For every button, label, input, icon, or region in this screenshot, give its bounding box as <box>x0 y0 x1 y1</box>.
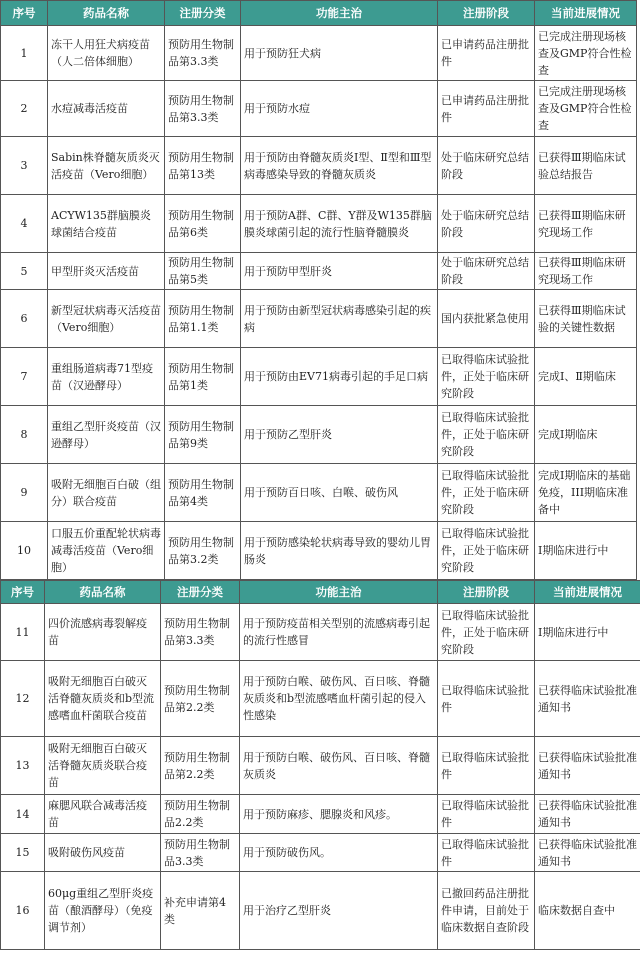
table-row <box>1 795 640 834</box>
header-function: 功能主治 <box>241 1 438 26</box>
cell-progress: 已获得Ⅲ期临床试验的关键性数据 <box>535 290 637 348</box>
cell-no: 6 <box>1 290 48 348</box>
cell-progress: 已获得Ⅲ期临床试验总结报告 <box>535 137 637 195</box>
cell-function: 用于治疗乙型肝炎 <box>240 872 438 950</box>
table-row <box>1 137 637 195</box>
cell-progress: 临床数据自查中 <box>535 872 640 950</box>
cell-name: 四价流感病毒裂解疫苗 <box>45 604 161 661</box>
table-row <box>1 834 640 872</box>
cell-name: 甲型肝炎灭活疫苗 <box>48 253 165 290</box>
cell-category: 预防用生物制品第3.3类 <box>165 26 241 81</box>
header-name: 药品名称 <box>48 1 165 26</box>
cell-no: 15 <box>1 834 45 872</box>
cell-name: 吸附无细胞百白破（组分）联合疫苗 <box>48 464 165 522</box>
cell-progress: 已获得Ⅲ期临床研究现场工作 <box>535 195 637 253</box>
cell-category: 预防用生物制品第3.3类 <box>165 81 241 137</box>
table-row <box>1 464 637 522</box>
table-row <box>1 522 637 580</box>
cell-name: 冻干人用狂犬病疫苗（人二倍体细胞） <box>48 26 165 81</box>
header-stage: 注册阶段 <box>438 581 535 604</box>
header-no: 序号 <box>1 1 48 26</box>
cell-category: 预防用生物制品第3.3类 <box>161 604 240 661</box>
cell-category: 预防用生物制品第1.1类 <box>165 290 241 348</box>
cell-name: 吸附破伤风疫苗 <box>45 834 161 872</box>
table-row <box>1 81 637 137</box>
cell-progress: 完成Ⅰ期临床 <box>535 406 637 464</box>
cell-no: 1 <box>1 26 48 81</box>
cell-progress: Ⅰ期临床进行中 <box>535 604 640 661</box>
table-header-row <box>1 581 640 604</box>
cell-function: 用于预防乙型肝炎 <box>241 406 438 464</box>
cell-stage: 已取得临床试验批件，正处于临床研究阶段 <box>438 522 535 580</box>
cell-function: 用于预防感染轮状病毒导致的婴幼儿胃肠炎 <box>241 522 438 580</box>
cell-no: 2 <box>1 81 48 137</box>
cell-category: 补充申请第4类 <box>161 872 240 950</box>
cell-no: 10 <box>1 522 48 580</box>
header-no: 序号 <box>1 581 45 604</box>
table-row <box>1 290 637 348</box>
cell-category: 预防用生物制品3.3类 <box>161 834 240 872</box>
cell-no: 5 <box>1 253 48 290</box>
cell-name: Sabin株脊髓灰质炎灭活疫苗（Vero细胞） <box>48 137 165 195</box>
cell-stage: 处于临床研究总结阶段 <box>438 137 535 195</box>
cell-progress: 已获得临床试验批准通知书 <box>535 737 640 795</box>
cell-category: 预防用生物制品第9类 <box>165 406 241 464</box>
cell-progress: 已完成注册现场核查及GMP符合性检查 <box>535 26 637 81</box>
cell-stage: 已取得临床试验批件，正处于临床研究阶段 <box>438 348 535 406</box>
header-progress: 当前进展情况 <box>535 1 637 26</box>
table-row <box>1 737 640 795</box>
cell-progress: 完成Ⅰ期临床的基础免疫，III期临床准备中 <box>535 464 637 522</box>
table-row <box>1 26 637 81</box>
vaccine-table-2 <box>0 580 640 950</box>
cell-category: 预防用生物制品第6类 <box>165 195 241 253</box>
cell-progress: Ⅰ期临床进行中 <box>535 522 637 580</box>
cell-function: 用于预防麻疹、腮腺炎和风疹。 <box>240 795 438 834</box>
cell-name: 新型冠状病毒灭活疫苗（Vero细胞） <box>48 290 165 348</box>
table-row <box>1 253 637 290</box>
cell-function: 用于预防白喉、破伤风、百日咳、脊髓灰质炎 <box>240 737 438 795</box>
cell-name: 60μg重组乙型肝炎疫苗（酿酒酵母）（免疫调节剂） <box>45 872 161 950</box>
cell-function: 用于预防由脊髓灰质炎Ⅰ型、Ⅱ型和Ⅲ型病毒感染导致的脊髓灰质炎 <box>241 137 438 195</box>
cell-progress: 已获得Ⅲ期临床研究现场工作 <box>535 253 637 290</box>
header-category: 注册分类 <box>165 1 241 26</box>
cell-no: 13 <box>1 737 45 795</box>
table-row <box>1 661 640 737</box>
cell-stage: 已取得临床试验批件，正处于临床研究阶段 <box>438 604 535 661</box>
cell-name: ACYW135群脑膜炎球菌结合疫苗 <box>48 195 165 253</box>
cell-progress: 已完成注册现场核查及GMP符合性检查 <box>535 81 637 137</box>
cell-category: 预防用生物制品第1类 <box>165 348 241 406</box>
cell-stage: 已申请药品注册批件 <box>438 81 535 137</box>
cell-name: 口服五价重配轮状病毒减毒活疫苗（Vero细胞） <box>48 522 165 580</box>
cell-category: 预防用生物制品第2.2类 <box>161 661 240 737</box>
cell-stage: 已取得临床试验批件 <box>438 834 535 872</box>
header-name: 药品名称 <box>45 581 161 604</box>
cell-function: 用于预防由新型冠状病毒感染引起的疾病 <box>241 290 438 348</box>
cell-stage: 已撤回药品注册批件申请，目前处于临床数据自查阶段 <box>438 872 535 950</box>
cell-no: 7 <box>1 348 48 406</box>
cell-name: 重组肠道病毒71型疫苗（汉逊酵母） <box>48 348 165 406</box>
table-row <box>1 872 640 950</box>
cell-name: 水痘减毒活疫苗 <box>48 81 165 137</box>
cell-category: 预防用生物制品2.2类 <box>161 795 240 834</box>
cell-no: 8 <box>1 406 48 464</box>
cell-stage: 已申请药品注册批件 <box>438 26 535 81</box>
cell-stage: 已取得临床试验批件 <box>438 795 535 834</box>
cell-category: 预防用生物制品第5类 <box>165 253 241 290</box>
cell-function: 用于预防水痘 <box>241 81 438 137</box>
table-header-row <box>1 1 637 26</box>
cell-no: 16 <box>1 872 45 950</box>
cell-stage: 已取得临床试验批件，正处于临床研究阶段 <box>438 406 535 464</box>
cell-function: 用于预防破伤风。 <box>240 834 438 872</box>
cell-category: 预防用生物制品第13类 <box>165 137 241 195</box>
cell-no: 3 <box>1 137 48 195</box>
cell-no: 9 <box>1 464 48 522</box>
cell-function: 用于预防A群、C群、Y群及W135群脑膜炎球菌引起的流行性脑脊髓膜炎 <box>241 195 438 253</box>
cell-function: 用于预防狂犬病 <box>241 26 438 81</box>
cell-progress: 已获得临床试验批准通知书 <box>535 834 640 872</box>
cell-progress: 已获得临床试验批准通知书 <box>535 661 640 737</box>
cell-no: 14 <box>1 795 45 834</box>
header-category: 注册分类 <box>161 581 240 604</box>
cell-name: 麻腮风联合减毒活疫苗 <box>45 795 161 834</box>
cell-stage: 已取得临床试验批件，正处于临床研究阶段 <box>438 464 535 522</box>
cell-name: 吸附无细胞百白破灭活脊髓灰质炎联合疫苗 <box>45 737 161 795</box>
cell-no: 11 <box>1 604 45 661</box>
table-row <box>1 195 637 253</box>
cell-category: 预防用生物制品第4类 <box>165 464 241 522</box>
cell-stage: 国内获批紧急使用 <box>438 290 535 348</box>
cell-progress: 完成Ⅰ、Ⅱ期临床 <box>535 348 637 406</box>
cell-function: 用于预防白喉、破伤风、百日咳、脊髓灰质炎和b型流感嗜血杆菌引起的侵入性感染 <box>240 661 438 737</box>
cell-function: 用于预防由EV71病毒引起的手足口病 <box>241 348 438 406</box>
cell-stage: 已取得临床试验批件 <box>438 661 535 737</box>
table-row <box>1 406 637 464</box>
cell-stage: 已取得临床试验批件 <box>438 737 535 795</box>
cell-stage: 处于临床研究总结阶段 <box>438 253 535 290</box>
cell-no: 4 <box>1 195 48 253</box>
header-function: 功能主治 <box>240 581 438 604</box>
cell-name: 吸附无细胞百白破灭活脊髓灰质炎和b型流感嗜血杆菌联合疫苗 <box>45 661 161 737</box>
header-progress: 当前进展情况 <box>535 581 640 604</box>
table-row <box>1 348 637 406</box>
cell-no: 12 <box>1 661 45 737</box>
cell-progress: 已获得临床试验批准通知书 <box>535 795 640 834</box>
table-row <box>1 604 640 661</box>
cell-name: 重组乙型肝炎疫苗（汉逊酵母） <box>48 406 165 464</box>
cell-category: 预防用生物制品第3.2类 <box>165 522 241 580</box>
cell-function: 用于预防百日咳、白喉、破伤风 <box>241 464 438 522</box>
cell-function: 用于预防甲型肝炎 <box>241 253 438 290</box>
cell-category: 预防用生物制品第2.2类 <box>161 737 240 795</box>
header-stage: 注册阶段 <box>438 1 535 26</box>
cell-function: 用于预防疫苗相关型别的流感病毒引起的流行性感冒 <box>240 604 438 661</box>
cell-stage: 处于临床研究总结阶段 <box>438 195 535 253</box>
